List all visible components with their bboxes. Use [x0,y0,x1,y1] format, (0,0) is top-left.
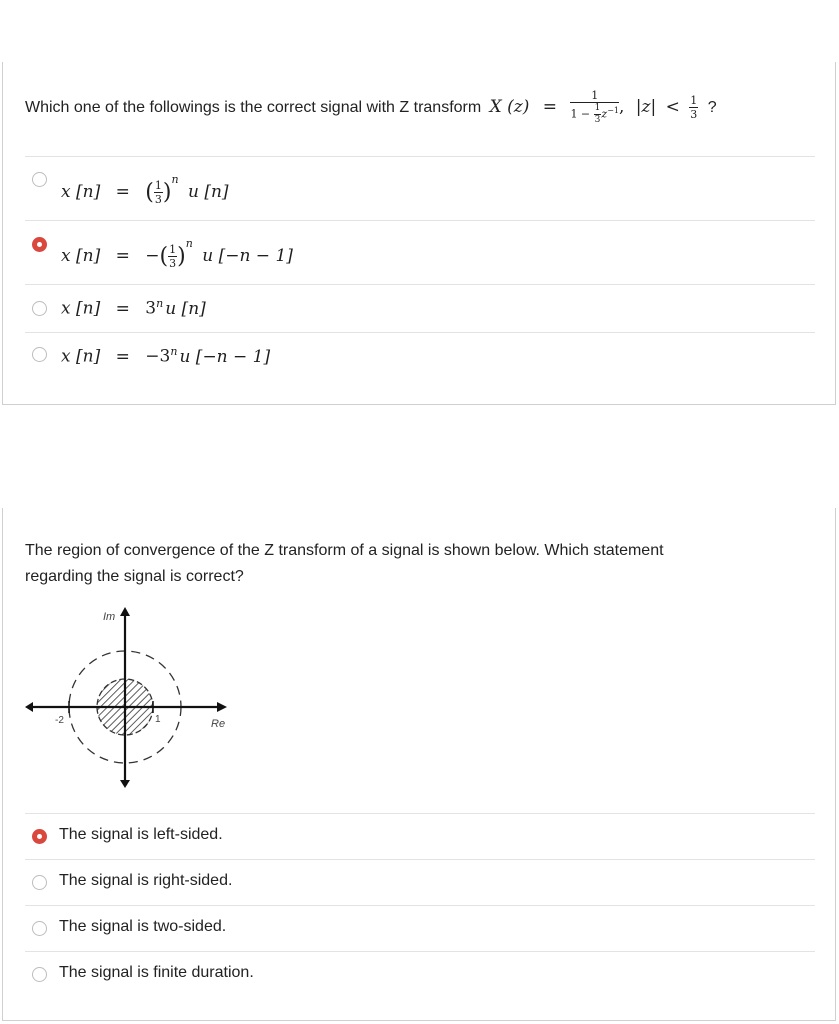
question-2-line-2: regarding the signal is correct? [25,568,244,585]
frac-den: 3 [154,193,162,206]
formula-den-prefix: 1 − [570,107,591,121]
question-1-card [2,62,836,405]
z-exp: −1 [607,105,619,115]
option-base: 3 [145,298,157,319]
question-2-card [2,508,836,1021]
option-base: 3 [159,346,171,367]
z-term: z [601,107,608,121]
question-1-text [25,90,717,125]
option-exp: n [171,173,179,186]
frac-num: 1 [154,179,162,192]
formula-lhs: X (z) [489,97,530,117]
option-eq: = [115,246,130,266]
option-finite-duration[interactable] [25,951,815,997]
question-1-formula [489,89,704,125]
option-3-formula [61,297,206,319]
inner-den: 3 [594,115,601,125]
option-exp: n [156,297,164,310]
option-4[interactable] [25,332,815,394]
option-two-sided[interactable] [25,905,815,951]
condition-lhs: |z| [635,97,657,117]
option-rest: u [n] [165,298,206,319]
radio-button[interactable] [32,875,47,890]
frac-num: 1 [169,243,177,256]
option-4-formula [61,345,270,367]
radio-button[interactable] [32,967,47,982]
radio-button[interactable] [32,347,47,362]
option-2-formula: x [n] = −( $\frac{1}{3}$ )$^n$ u [−n − 1] [61,237,293,270]
left-tick-label: -2 [55,715,64,726]
option-fraction [154,180,163,205]
option-eq: = [115,298,130,319]
option-1-formula: x [n] = ( $\frac{1}{3}$ )$^n$ u [n] [61,173,229,206]
option-rest: u [n] [187,182,229,202]
roc-diagram [25,605,245,790]
option-lhs: x [n] [61,182,101,202]
question-mark: ? [707,99,717,116]
inner-num: 1 [594,103,601,113]
question-1-prompt: Which one of the followings is the correct signal with Z transform [25,99,482,116]
condition-fraction [689,95,698,120]
formula-numerator: 1 [570,90,619,103]
option-prefix: − [145,346,160,367]
option-right-sided[interactable] [25,859,815,905]
option-3[interactable] [25,284,815,332]
condition-op: < [665,97,680,117]
option-lhs: x [n] [61,346,101,367]
im-label: Im [103,611,116,623]
cond-den: 3 [690,108,698,121]
im-axis-arrow-down-icon [120,780,130,788]
option-lhs: x [n] [61,246,101,266]
formula-denominator [570,103,619,125]
formula-fraction [570,90,619,125]
radio-button[interactable] [32,921,47,936]
re-axis-arrow-right-icon [217,702,227,712]
option-left-sided[interactable] [25,813,815,859]
option-fraction [168,244,177,269]
option-label: The signal is two-sided. [59,918,227,935]
question-2-text [25,538,664,590]
formula-comma: , [618,97,625,117]
option-eq: = [115,182,130,202]
option-1[interactable] [25,156,815,220]
option-exp: n [185,237,193,250]
option-prefix: − [145,246,160,266]
frac-den: 3 [169,257,177,270]
radio-button-selected[interactable] [32,237,47,252]
option-label: The signal is finite duration. [59,964,254,981]
option-rest: u [−n − 1] [179,346,271,367]
cond-num: 1 [690,94,698,107]
radio-button-selected[interactable] [32,829,47,844]
formula-equals: = [542,97,558,117]
question-2-line-1: The region of convergence of the Z transform of a signal is shown below. Which statement [25,542,664,559]
radio-button[interactable] [32,301,47,316]
im-axis-arrow-up-icon [120,607,130,616]
re-axis-arrow-left-icon [25,702,33,712]
option-label: The signal is left-sided. [59,826,223,843]
radio-button[interactable] [32,172,47,187]
re-label: Re [211,718,226,730]
option-2[interactable] [25,220,815,284]
option-rest: u [−n − 1] [202,246,293,266]
option-eq: = [115,346,130,367]
option-label: The signal is right-sided. [59,872,233,889]
right-tick-label: 1 [155,714,161,725]
option-exp: n [170,345,178,358]
option-lhs: x [n] [61,298,101,319]
